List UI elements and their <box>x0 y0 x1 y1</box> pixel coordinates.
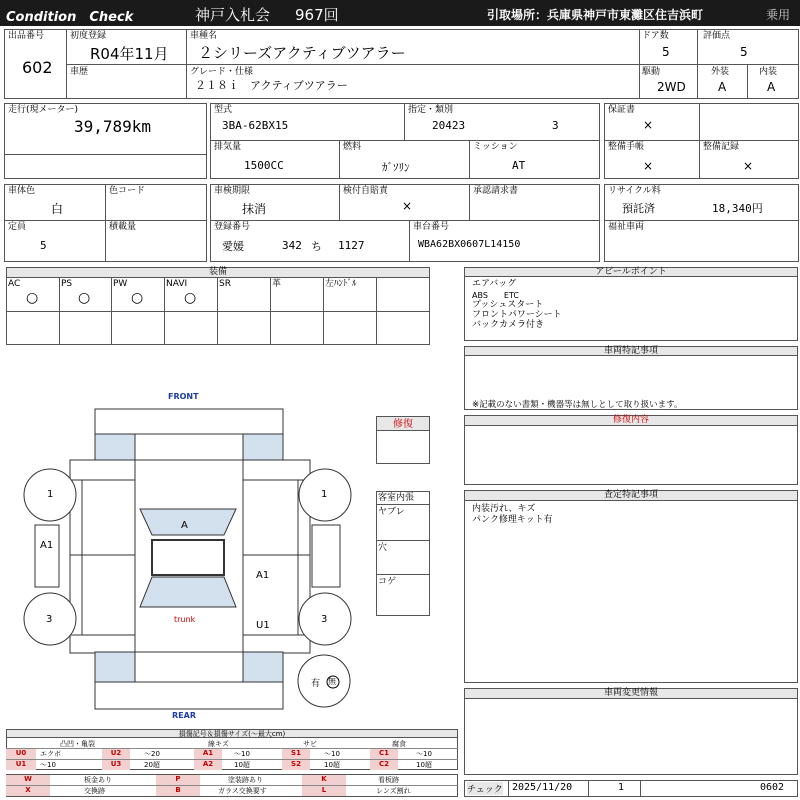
damage-mark-left-door: A1 <box>40 540 54 551</box>
equipment-value: ○ <box>78 290 91 306</box>
appeal-title: アピールポイント <box>464 267 798 277</box>
legend-code: U1 <box>6 760 36 770</box>
legend-desc: レンズ割れ <box>376 787 411 795</box>
spare-tire-with-label: 有 <box>311 679 321 689</box>
damage-mark-hood: A <box>181 520 188 531</box>
legend-code: X <box>6 786 50 796</box>
divider <box>376 504 430 505</box>
mirror-left <box>35 525 59 587</box>
legend-title: 損傷記号＆損傷サイズ(～最大cm) <box>6 729 458 738</box>
legend-desc: ～10 <box>234 750 250 758</box>
lot-number: 602 <box>22 58 53 77</box>
interior-item: コゲ <box>378 577 397 587</box>
divider <box>164 277 165 345</box>
mileage: 39,789km <box>74 117 152 136</box>
color-code-label: 色コード <box>109 186 146 196</box>
equipment-label: 革 <box>272 279 282 289</box>
model-code-label: 型式 <box>214 105 233 115</box>
legend-row <box>6 775 458 797</box>
appeal-line: プッシュスタート <box>472 300 544 310</box>
legend-code: S2 <box>282 760 310 770</box>
divider <box>640 780 641 797</box>
legend-desc: 20超 <box>144 761 160 769</box>
repair-contents-title: 修復内容 <box>464 415 798 426</box>
headlight-right <box>243 434 283 460</box>
legend-code: S1 <box>282 749 310 759</box>
category: 乗用 <box>766 8 791 22</box>
score-label: 評価点 <box>703 31 731 41</box>
spare-tire-without-label: 無 <box>328 677 336 686</box>
divider <box>210 140 600 141</box>
service-book: × <box>643 159 654 173</box>
legend-code: W <box>6 775 50 785</box>
plate-class: 342 <box>282 239 302 252</box>
windshield-front <box>140 509 236 535</box>
repair-box <box>376 430 430 464</box>
welfare-label: 福祉車両 <box>608 222 645 232</box>
legend-code: A2 <box>194 760 222 770</box>
first-registration-label: 初度登録 <box>70 31 107 41</box>
inspection: 抹消 <box>242 202 267 216</box>
body-color-label: 車体色 <box>8 186 36 196</box>
interior-item: 穴 <box>378 543 388 553</box>
special-notes-disclaimer: ※記載のない書類・機器等は無しとして取り扱います。 <box>472 400 683 410</box>
grade: ２１８ｉ アクティブツアラー <box>195 79 348 92</box>
appeal-line: バックカメラ付き <box>472 320 545 330</box>
divider <box>409 220 410 262</box>
legend-desc: 10超 <box>234 761 250 769</box>
equipment-label: PS <box>61 279 73 289</box>
recycle-fee: 18,340円 <box>712 202 763 215</box>
designation-label: 指定・類別 <box>408 105 454 115</box>
mirror-right <box>312 525 340 587</box>
repair-box-title: 修復 <box>376 416 430 431</box>
headlight-left <box>95 434 135 460</box>
tire-mark: 1 <box>321 489 328 500</box>
auction-name: 神戸入札会 <box>195 6 271 24</box>
divider <box>604 140 799 141</box>
pickup-location: 引取場所：兵庫県神戸市東灘区住吉浜町 <box>487 8 704 22</box>
class-number: 3 <box>552 119 559 132</box>
equipment-value: ○ <box>26 290 39 306</box>
recycle-status: 預託済 <box>622 202 655 215</box>
lot-number-label: 出品番号 <box>8 31 45 41</box>
tire-mark: 1 <box>47 489 54 500</box>
legend-desc: ～20 <box>144 750 160 758</box>
insurance-label: 検付自賠責 <box>343 186 389 196</box>
grade-label: グレード・仕様 <box>190 67 254 77</box>
drive: 2WD <box>657 80 686 94</box>
tire-mark: 3 <box>321 614 328 625</box>
divider <box>376 574 430 575</box>
first-registration: R04年11月 <box>90 45 169 63</box>
interior-label: 内装 <box>759 67 778 77</box>
designation: 20423 <box>432 119 466 132</box>
check-code: 0602 <box>760 782 785 793</box>
service-record: × <box>743 159 754 173</box>
change-info-title: 車両変更情報 <box>464 688 798 699</box>
legend-desc: ～10 <box>324 750 340 758</box>
legend-desc: ガラス交換要す <box>218 787 267 795</box>
divider <box>210 220 600 221</box>
legend-code: K <box>302 775 346 785</box>
divider <box>105 184 106 262</box>
divider <box>469 184 470 220</box>
body-color: 白 <box>51 202 64 216</box>
transmission: AT <box>512 159 526 172</box>
legend-code: L <box>302 786 346 796</box>
legend-desc: 交換跡 <box>84 787 105 795</box>
drive-label: 駆動 <box>642 67 661 77</box>
legend-code: C2 <box>370 760 398 770</box>
appeal-line: ABS ETC <box>472 291 519 300</box>
check-number: 1 <box>618 782 625 793</box>
damage-mark-right-door: A1 <box>256 570 270 581</box>
divider <box>404 103 405 140</box>
approval-label: 承認請求書 <box>473 186 519 196</box>
legend-code: A1 <box>194 749 222 759</box>
repair-contents-panel <box>464 425 798 485</box>
appeal-line: フロントパワーシート <box>472 310 562 320</box>
appeal-line: エアバッグ <box>472 279 517 289</box>
inspector-note-line: パンク修理キット有 <box>472 515 553 525</box>
model-name: ２シリーズアクティブツアラー <box>198 44 406 62</box>
trunk-label: trunk <box>174 615 196 624</box>
interior-title: 客室内張 <box>378 493 415 503</box>
divider <box>588 780 589 797</box>
session-number: 967回 <box>295 6 339 24</box>
taillight-right <box>243 652 283 682</box>
front-label: FRONT <box>168 392 199 401</box>
divider <box>376 540 430 541</box>
special-notes-title: 車両特記事項 <box>464 346 798 356</box>
rear-label: REAR <box>172 711 196 720</box>
divider <box>6 311 430 312</box>
legend-code: U3 <box>102 760 130 770</box>
capacity: 5 <box>40 239 47 252</box>
legend-header: 腐食 <box>392 740 406 748</box>
service-record-label: 整備記録 <box>703 142 740 152</box>
displacement: 1500CC <box>244 159 284 172</box>
displacement-label: 排気量 <box>214 142 242 152</box>
registration-block <box>210 184 600 262</box>
taillight-left <box>95 652 135 682</box>
service-book-label: 整備手帳 <box>608 142 645 152</box>
legend-code: U0 <box>6 749 36 759</box>
interior-item: ヤブレ <box>378 507 405 517</box>
divider <box>339 184 340 220</box>
equipment-value: ○ <box>184 290 197 306</box>
check-date: 2025/11/20 <box>512 782 573 793</box>
inspector-note-line: 内装汚れ、キズ <box>472 504 536 514</box>
legend-code: B <box>156 786 200 796</box>
divider <box>376 277 377 345</box>
legend-desc: 板金あり <box>84 776 112 784</box>
legend-desc: エクボ <box>40 750 61 758</box>
divider <box>699 103 700 179</box>
equipment-label: NAVI <box>166 279 188 289</box>
legend-header: 凸凹・亀裂 <box>60 740 95 748</box>
fuel: ｶﾞｿﾘﾝ <box>382 161 410 174</box>
vin-label: 車台番号 <box>413 222 450 232</box>
plate-region: 愛媛 <box>222 240 244 253</box>
equipment-title: 装備 <box>6 267 430 278</box>
vin: WBA62BX0607L14150 <box>418 239 521 250</box>
divider <box>747 64 748 99</box>
insurance: × <box>402 199 413 213</box>
inspector-notes-panel <box>464 500 798 683</box>
exterior-label: 外装 <box>711 67 730 77</box>
model-code: 3BA-62BX15 <box>222 119 289 132</box>
windshield-rear <box>140 577 236 607</box>
legend-code: U2 <box>102 749 130 759</box>
legend-desc: 看板跡 <box>378 776 399 784</box>
spare-tire <box>298 655 350 707</box>
mileage-label: 走行(現メーター) <box>8 105 79 115</box>
history-label: 車歴 <box>70 67 89 77</box>
inspection-label: 車検期限 <box>214 186 251 196</box>
doors-label: ドア数 <box>642 31 669 41</box>
legend-header: 線キズ <box>208 740 229 748</box>
interior-grade: A <box>767 80 776 94</box>
model-name-label: 車種名 <box>190 31 218 41</box>
legend-desc: 10超 <box>324 761 340 769</box>
doors: 5 <box>662 45 670 59</box>
equipment-label: 左ﾊﾝﾄﾞﾙ <box>325 279 357 289</box>
divider <box>469 140 470 179</box>
divider <box>604 220 799 221</box>
warranty-label: 保証書 <box>608 105 636 115</box>
legend-header: サビ <box>303 740 317 748</box>
equipment-label: PW <box>113 279 128 289</box>
divider <box>508 780 509 797</box>
legend-row <box>6 749 458 770</box>
capacity-label: 定員 <box>8 222 27 232</box>
transmission-label: ミッション <box>473 142 518 152</box>
inspector-notes-title: 査定特記事項 <box>464 490 798 501</box>
recycle-label: リサイクル料 <box>608 186 661 196</box>
fuel-label: 燃料 <box>343 142 362 152</box>
equipment-value: ○ <box>131 290 144 306</box>
legend-code: C1 <box>370 749 398 759</box>
divider <box>59 277 60 345</box>
divider <box>339 140 340 179</box>
score: 5 <box>740 45 748 59</box>
legend-desc: ～10 <box>40 761 56 769</box>
equipment-label: AC <box>8 279 21 289</box>
legend-desc: 10超 <box>416 761 432 769</box>
damage-mark-rear-right: U1 <box>256 620 270 631</box>
plate-number: 1127 <box>338 239 365 252</box>
divider <box>66 64 799 65</box>
load-capacity-label: 積載量 <box>109 222 137 232</box>
divider <box>217 277 218 345</box>
change-info-panel <box>464 698 798 775</box>
divider <box>323 277 324 345</box>
equipment-label: SR <box>219 279 231 289</box>
check-label: チェック <box>467 782 503 795</box>
plate-label: 登録番号 <box>214 222 251 232</box>
legend-code: P <box>156 775 200 785</box>
condition-check-title: Condition Check <box>6 10 134 25</box>
divider <box>270 277 271 345</box>
exterior-grade: A <box>718 80 727 94</box>
tire-mark: 3 <box>46 614 53 625</box>
legend-desc: 塗装跡あり <box>228 776 263 784</box>
divider <box>4 154 207 155</box>
legend-desc: ～10 <box>416 750 432 758</box>
warranty: × <box>643 118 654 132</box>
plate-kana: ち <box>311 240 322 253</box>
divider <box>111 277 112 345</box>
